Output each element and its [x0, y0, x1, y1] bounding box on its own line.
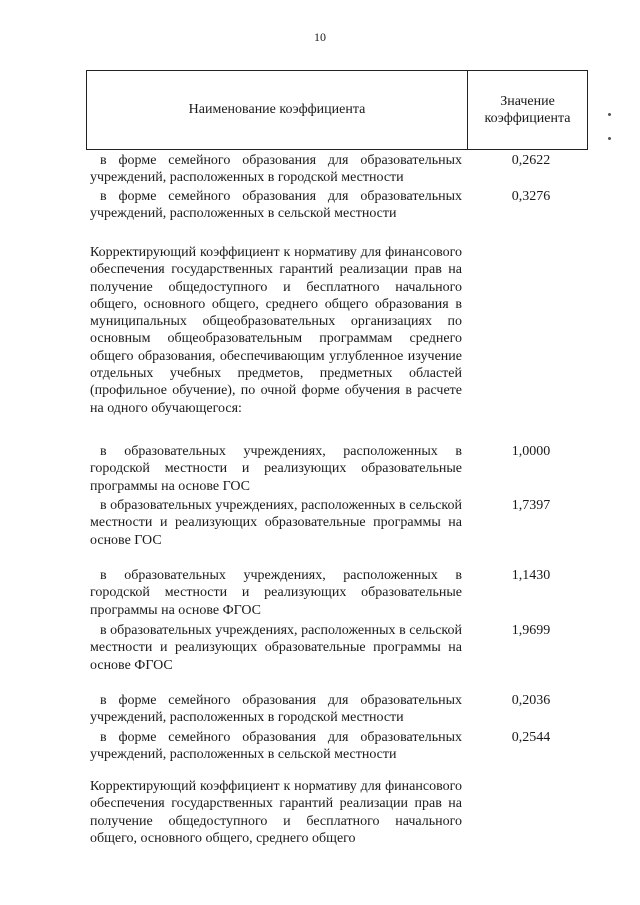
row-value: 0,3276 [511, 189, 551, 204]
header-value-column: Значение коэффициента [484, 94, 571, 126]
row-value: 0,2036 [511, 693, 551, 708]
scan-speck [608, 137, 611, 140]
table-header [86, 70, 588, 150]
row-text: в форме семейного образования для образовательных учреждений, расположенных в сельской местности [90, 189, 462, 222]
row-value: 1,1430 [511, 568, 551, 583]
row-value: 1,7397 [511, 498, 551, 513]
row-text: Корректирующий коэффициент к нормативу для финансового обеспечения государственных гарантий реализации прав на получение общедоступного и бесплатного начального общего, основного общего, среднего общего образования в муниципальных общеобразовательных организациях по основным общеобразовательным программам среднего общего образования, обеспечивающим углубленное изучение отдельных учебных предметов, предметных областей (профильное обучение), по очной форме обучения в расчете на одного обучающегося: [90, 245, 462, 416]
row-text: в форме семейного образования для образовательных учреждений, расположенных в городской местности [90, 693, 462, 726]
row-value: 0,2544 [511, 730, 551, 745]
row-text: в образовательных учреждениях, расположенных в сельской местности и реализующих образовательные программы на основе ГОС [90, 498, 462, 548]
page-number: 10 [314, 30, 326, 44]
row-text: в форме семейного образования для образовательных учреждений, расположенных в городской местности [90, 153, 462, 186]
header-name-column: Наименование коэффициента [87, 71, 468, 149]
scan-speck [608, 113, 611, 116]
row-text: в образовательных учреждениях, расположенных в городской местности и реализующих образовательные программы на основе ГОС [90, 444, 462, 494]
row-text: в образовательных учреждениях, расположенных в сельской местности и реализующих образовательные программы на основе ФГОС [90, 623, 462, 673]
row-text: в форме семейного образования для образовательных учреждений, расположенных в сельской местности [90, 730, 462, 763]
row-text: в образовательных учреждениях, расположенных в городской местности и реализующих образовательные программы на основе ФГОС [90, 568, 462, 618]
row-value: 0,2622 [511, 153, 551, 168]
row-text: Корректирующий коэффициент к нормативу для финансового обеспечения государственных гарантий реализации прав на получение общедоступного и бесплатного начального общего, основного общего, среднего общего [90, 779, 462, 846]
row-value: 1,0000 [511, 444, 551, 459]
row-value: 1,9699 [511, 623, 551, 638]
